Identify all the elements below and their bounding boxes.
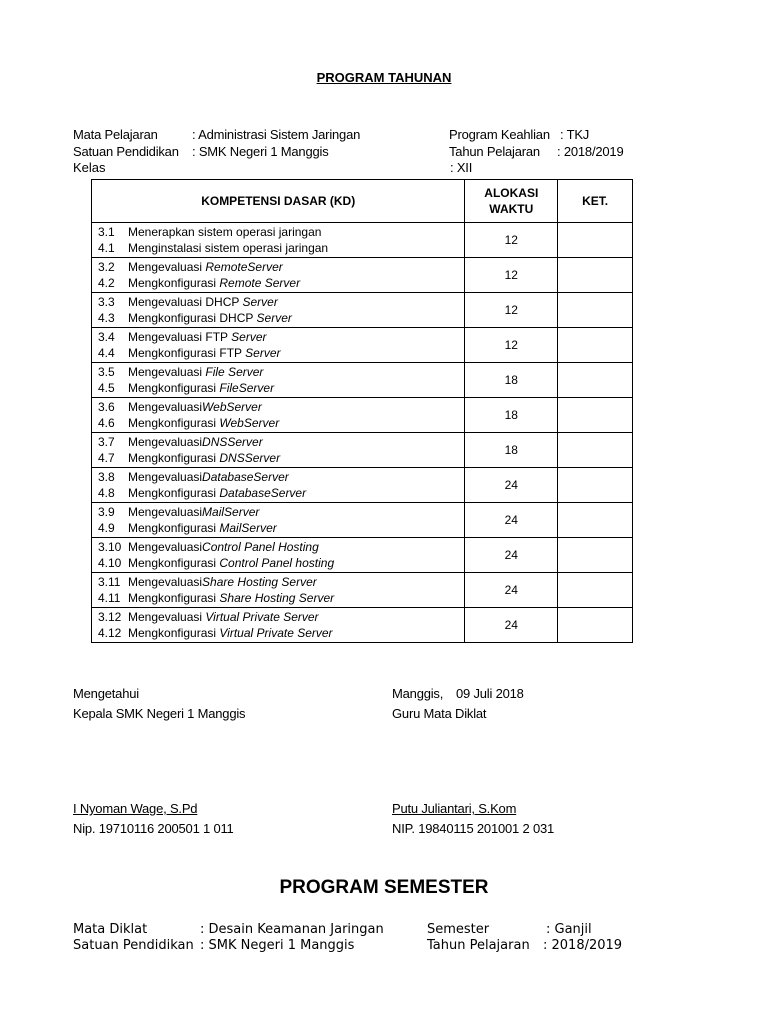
kd-header: KOMPETENSI DASAR (KD) — [92, 180, 465, 223]
kd-number: 4.7 — [98, 451, 115, 465]
ket-cell — [558, 538, 633, 573]
kd-line-4 — [98, 415, 464, 431]
kd-text-italic: File Server — [205, 365, 264, 379]
kd-text-italic: Remote Server — [219, 276, 301, 290]
kd-text: Mengevaluasi FTP — [128, 330, 232, 344]
kd-line-3 — [98, 504, 464, 520]
alokasi-header: ALOKASI WAKTU — [465, 180, 558, 223]
kd-text-italic: Control Panel Hosting — [202, 540, 319, 554]
kd-number: 4.8 — [98, 486, 115, 500]
alokasi-cell: 24 — [465, 573, 558, 608]
semester-tahun-label: Tahun Pelajaran — [427, 938, 530, 953]
semester-title: PROGRAM SEMESTER — [279, 877, 489, 898]
alokasi-cell: 18 — [465, 398, 558, 433]
mata-diklat-label: Mata Diklat — [73, 922, 148, 937]
page-title: PROGRAM TAHUNAN — [316, 70, 452, 85]
kd-number: 3.11 — [98, 575, 121, 589]
ket-cell — [558, 433, 633, 468]
kd-number: 3.5 — [98, 365, 115, 379]
kd-text-italic: Share Hosting Server — [219, 591, 335, 605]
tahun-pelajaran-value: : 2018/2019 — [557, 144, 624, 159]
kd-text: Mengkonfigurasi — [128, 276, 220, 290]
kd-text: Mengkonfigurasi FTP — [128, 346, 246, 360]
kd-line-3 — [98, 574, 464, 590]
kd-number: 3.3 — [98, 295, 115, 309]
kd-text: Mengevaluasi — [128, 435, 203, 449]
kd-line-4 — [98, 380, 464, 396]
kd-line-3 — [98, 294, 464, 310]
kd-text: Mengevaluasi — [128, 260, 206, 274]
kd-cell — [92, 223, 465, 258]
kd-number: 4.10 — [98, 556, 122, 570]
kd-line-4 — [98, 275, 464, 291]
alokasi-cell: 12 — [465, 293, 558, 328]
kd-text: Mengkonfigurasi — [128, 556, 220, 570]
kd-text-italic: MailServer — [219, 521, 277, 535]
semester-label: Semester — [427, 922, 490, 937]
table-row — [92, 293, 633, 328]
ket-header: KET. — [558, 180, 633, 223]
kd-text: Mengevaluasi — [128, 610, 206, 624]
table-row — [92, 398, 633, 433]
kd-number: 4.4 — [98, 346, 115, 360]
ket-cell — [558, 258, 633, 293]
semester-satuan-label: Satuan Pendidikan — [73, 938, 194, 953]
kd-number: 3.12 — [98, 610, 122, 624]
kd-text-italic: Control Panel hosting — [219, 556, 335, 570]
ket-cell — [558, 468, 633, 503]
kd-number: 4.6 — [98, 416, 115, 430]
kd-text-italic: DNSServer — [219, 451, 281, 465]
alokasi-cell: 12 — [465, 328, 558, 363]
table-row — [92, 538, 633, 573]
guru-label: Guru Mata Diklat — [392, 706, 487, 721]
kd-text: Mengkonfigurasi — [128, 591, 220, 605]
kelas-value: : XII — [450, 160, 473, 175]
ket-cell — [558, 503, 633, 538]
kd-line-3 — [98, 539, 464, 555]
alokasi-cell: 24 — [465, 608, 558, 643]
kd-number: 4.11 — [98, 591, 121, 605]
table-row — [92, 468, 633, 503]
kd-number: 4.3 — [98, 311, 115, 325]
alokasi-cell: 12 — [465, 223, 558, 258]
kelas-label: Kelas — [73, 160, 106, 175]
kd-line-4 — [98, 240, 464, 256]
kd-line-4 — [98, 625, 464, 641]
kepala-sekolah-label: Kepala SMK Negeri 1 Manggis — [73, 706, 246, 721]
kd-text-italic: DNSServer — [202, 435, 263, 449]
kd-text-italic: FileServer — [219, 381, 275, 395]
kd-cell — [92, 328, 465, 363]
ket-cell — [558, 223, 633, 258]
kd-line-4 — [98, 310, 464, 326]
kd-text: Mengkonfigurasi — [128, 381, 220, 395]
kd-text: Mengkonfigurasi — [128, 626, 220, 640]
kd-text-italic: Share Hosting Server — [202, 575, 317, 589]
kd-text: Mengkonfigurasi — [128, 416, 220, 430]
alokasi-cell: 24 — [465, 468, 558, 503]
kd-cell — [92, 433, 465, 468]
date-label: 09 Juli 2018 — [456, 686, 524, 701]
place-label: Manggis, — [392, 686, 444, 701]
kd-number: 3.7 — [98, 435, 115, 449]
kd-line-4 — [98, 555, 464, 571]
kd-text: Mengevaluasi — [128, 365, 206, 379]
kd-line-3 — [98, 259, 464, 275]
satuan-pendidikan-label: Satuan Pendidikan — [73, 144, 179, 159]
kd-text-italic: Virtual Private Server — [205, 610, 319, 624]
kd-text-italic: DatabaseServer — [202, 470, 289, 484]
kd-number: 3.4 — [98, 330, 115, 344]
kd-text: Mengkonfigurasi — [128, 486, 220, 500]
semester-value: : Ganjil — [546, 922, 592, 937]
kd-cell — [92, 538, 465, 573]
ket-cell — [558, 293, 633, 328]
kd-cell — [92, 503, 465, 538]
table-row — [92, 258, 633, 293]
kd-number: 4.1 — [98, 241, 115, 255]
mata-diklat-value: : Desain Keamanan Jaringan — [200, 922, 384, 937]
kd-text: Mengevaluasi — [128, 400, 203, 414]
guru-nip: NIP. 19840115 201001 2 031 — [392, 821, 555, 836]
kd-text: Mengkonfigurasi DHCP — [128, 311, 257, 325]
kd-text: Mengkonfigurasi — [128, 451, 220, 465]
alokasi-cell: 18 — [465, 363, 558, 398]
kepala-sekolah-name: I Nyoman Wage, S.Pd — [73, 801, 198, 816]
program-keahlian-label: Program Keahlian — [449, 127, 550, 142]
ket-cell — [558, 363, 633, 398]
kd-text-italic: WebServer — [202, 400, 262, 414]
satuan-pendidikan-value: : SMK Negeri 1 Manggis — [192, 144, 329, 159]
mengetahui-label: Mengetahui — [73, 686, 139, 701]
kd-text-italic: DatabaseServer — [219, 486, 307, 500]
kd-number: 3.10 — [98, 540, 122, 554]
kd-line-4 — [98, 345, 464, 361]
table-row — [92, 363, 633, 398]
kd-number: 3.2 — [98, 260, 115, 274]
kd-cell — [92, 258, 465, 293]
kd-line-4 — [98, 520, 464, 536]
kd-line-3 — [98, 469, 464, 485]
ket-cell — [558, 328, 633, 363]
ket-cell — [558, 573, 633, 608]
kd-line-4 — [98, 590, 464, 606]
kd-text-italic: Server — [245, 346, 281, 360]
kd-text: Mengevaluasi — [128, 470, 203, 484]
kd-text: Menerapkan sistem operasi jaringan — [128, 225, 322, 239]
kd-number: 4.5 — [98, 381, 115, 395]
alokasi-cell: 18 — [465, 433, 558, 468]
kd-text: Mengevaluasi — [128, 505, 203, 519]
table-row — [92, 608, 633, 643]
kd-text: Mengkonfigurasi — [128, 521, 220, 535]
kd-cell — [92, 363, 465, 398]
kd-number: 3.9 — [98, 505, 115, 519]
table-row — [92, 433, 633, 468]
kd-line-3 — [98, 434, 464, 450]
kd-text-italic: Server — [242, 295, 278, 309]
mata-pelajaran-label: Mata Pelajaran — [73, 127, 158, 142]
kd-text-italic: WebServer — [219, 416, 280, 430]
kd-number: 3.1 — [98, 225, 115, 239]
kd-text: Mengevaluasi — [128, 540, 203, 554]
mata-pelajaran-value: : Administrasi Sistem Jaringan — [192, 127, 361, 142]
kd-cell — [92, 293, 465, 328]
kd-number: 3.8 — [98, 470, 115, 484]
alokasi-cell: 24 — [465, 538, 558, 573]
table-row — [92, 223, 633, 258]
kd-text: Mengevaluasi — [128, 575, 203, 589]
kd-table — [91, 179, 633, 643]
kd-cell — [92, 468, 465, 503]
table-row — [92, 503, 633, 538]
program-keahlian-value: : TKJ — [560, 127, 590, 142]
semester-satuan-value: : SMK Negeri 1 Manggis — [200, 938, 355, 953]
ket-cell — [558, 398, 633, 433]
kd-text-italic: Server — [231, 330, 267, 344]
alokasi-cell: 24 — [465, 503, 558, 538]
kd-number: 4.12 — [98, 626, 122, 640]
ket-cell — [558, 608, 633, 643]
kd-text: Mengevaluasi DHCP — [128, 295, 243, 309]
kd-number: 4.2 — [98, 276, 115, 290]
kd-cell — [92, 398, 465, 433]
kd-line-4 — [98, 450, 464, 466]
kd-cell — [92, 573, 465, 608]
kd-line-3 — [98, 399, 464, 415]
kd-line-3 — [98, 364, 464, 380]
table-row — [92, 328, 633, 363]
kd-text: Menginstalasi sistem operasi jaringan — [128, 241, 329, 255]
kd-cell — [92, 608, 465, 643]
guru-name: Putu Juliantari, S.Kom — [392, 801, 517, 816]
kd-line-3 — [98, 224, 464, 240]
kd-text-italic: Server — [256, 311, 292, 325]
kd-text-italic: MailServer — [202, 505, 260, 519]
semester-tahun-value: : 2018/2019 — [543, 938, 623, 953]
kepala-sekolah-nip: Nip. 19710116 200501 1 011 — [73, 821, 234, 836]
table-header-row — [92, 180, 633, 223]
kd-number: 4.9 — [98, 521, 115, 535]
kd-line-3 — [98, 609, 464, 625]
kd-line-4 — [98, 485, 464, 501]
kd-text-italic: Virtual Private Server — [219, 626, 333, 640]
kd-text-italic: RemoteServer — [205, 260, 283, 274]
alokasi-cell: 12 — [465, 258, 558, 293]
kd-number: 3.6 — [98, 400, 115, 414]
kd-line-3 — [98, 329, 464, 345]
table-row — [92, 573, 633, 608]
tahun-pelajaran-label: Tahun Pelajaran — [449, 144, 540, 159]
